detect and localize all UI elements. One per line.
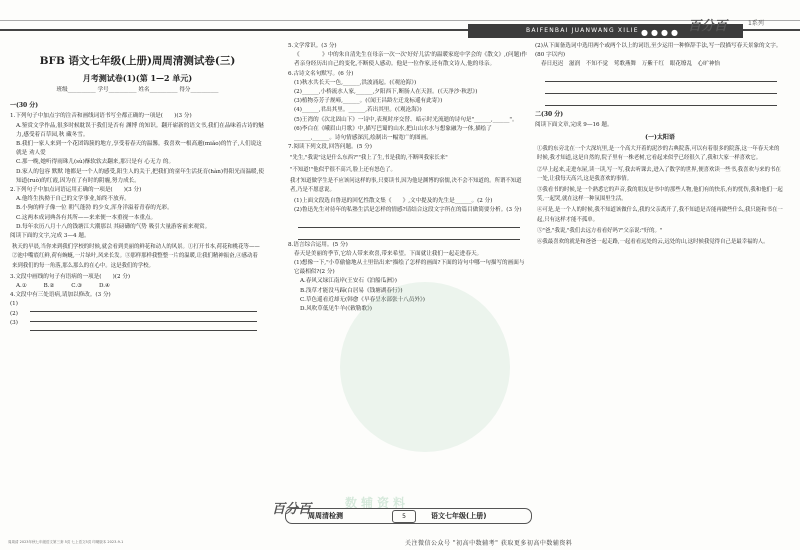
question-item: (1)秋水共长天一色,______,洪波涌起。(《观沧海》): [294, 79, 417, 86]
question-item: (6)李白在《峨眉山月歌》中,描写巴蜀的山水,把山山水水与想象融为一体,描绘了______,______。诗句情感深沉,绘制出一幅宽广的图画。: [294, 125, 492, 142]
fold-line: [0, 20, 800, 21]
question-text: 春天是美丽的季节,它给人带来欢喜,带来希望。下面就让我们一起走进春天。: [294, 250, 483, 257]
answer-line[interactable]: [545, 83, 777, 94]
passage-paragraph: ⑥我最喜欢的就是和爸爸一起走路,一起看看远处的云,远处的山,这时候我觉得自己是最幸福的人。: [537, 239, 769, 246]
question-option: D.每年农历八月十八的钱塘江大潮那以 其磅礴的气势 吸引大量游客前来观赏。: [16, 223, 211, 230]
answer-blank[interactable]: [10, 310, 265, 319]
passage-title: (一)太阳语: [645, 134, 675, 142]
word-bank: 春日迟迟 滋润 不知不觉 莺歌燕舞 万紫千红 眼花缭乱 心旷神怡: [541, 61, 721, 68]
question-option: D.风吹草低见牛羊(《敕勒歌》): [300, 306, 372, 313]
footer-right-label: 语文七年级(上册): [431, 512, 487, 520]
column-left: [10, 42, 265, 328]
reading-instruction: 阅读下面文章,完成 9—16 题。: [535, 121, 613, 128]
reading-passage: 秋天的早晨,当你来到我们学校的时候,就会看到美丽的鲜花和动人的风景。①打开书本,荷花和桃花等——②池中嘴底红鲜,荷有蜿蜒,一片绿叶,风来长发。③那样那样我整整一片的温暖,让我们精神振奋,④感动着来到我们的每一角落,那么那么的在心中。这是我们的学校。: [12, 244, 260, 269]
brand-tag: 1系列: [748, 20, 764, 27]
reading-passage: "不知道!"他似乎很不高兴,脸上还有怒色了。: [290, 166, 396, 173]
question-option: B.小狗的样子像一位 朝气蓬勃 的少女,浑身洋溢着青春的光彩。: [16, 205, 173, 212]
question-line: 3.文段中画线的句子有语病的一项是( )(2 分): [10, 273, 131, 280]
question-options-row: A.① B.② C.③ D.④: [16, 283, 111, 290]
question-line: 4.文段中有三处语病,请加以修改。(3 分): [10, 292, 111, 299]
question-item: (1)上面文段选自鲁迅的回忆性散文集《 》,文中提及的先生是______。(2 分): [294, 198, 493, 205]
reading-passage: 我才知道做学生是不应该问这样的事,只要读书,因为他是渊博的宿儒,决不会不知道的。所谓不知道者,乃是不愿意说。: [290, 177, 522, 194]
print-info: 周周清 2023年秋七年级语文第三套 5页 七上语文5页 印刷版本 2023-9-1: [8, 540, 124, 544]
section-two-header: 二(30 分): [535, 110, 564, 118]
answer-line[interactable]: [298, 217, 520, 228]
reading-instruction: 阅读下面的文字,完成 3—4 题。: [10, 233, 90, 240]
question-line: 7.阅读下列文段,回答问题。(5 分): [288, 144, 372, 151]
answer-blank[interactable]: [10, 319, 265, 328]
answer-line[interactable]: [298, 229, 520, 240]
question-line: (2)从下面备选词中选用两个或两个以上的词语,至少运用一种修辞手法,写一段描写春天景象的文字。(80 字以内): [535, 43, 782, 59]
exam-subtitle: 月考测试卷(1)(第 1—2 单元): [82, 73, 193, 83]
question-item: (2)______,小桥流水人家,______,夕阳西下,断肠人在天涯。(《天净沙·秋思》): [294, 89, 478, 96]
page-number: 5: [392, 510, 416, 523]
question-item: (4)______,君出其里。______,若出其里。(《观沧海》): [294, 107, 422, 114]
reading-passage: "先生,"我说"这是什么东西?""我上了生,书是我的,不断叫我家长来": [290, 155, 448, 162]
question-option: C.草色遥看近却无(韩愈《早春呈水部张十八员外》): [300, 296, 425, 303]
answer-line[interactable]: [545, 95, 777, 106]
blank-label: (3): [10, 319, 18, 326]
exam-title: BFB 语文七年级(上册)周周清测试卷(三): [39, 55, 236, 67]
question-text: 《 》中的朱自清先生在母亲一次一次'好好儿活'的温暖家庭中学会的《散文》,(问题)作者亲身经历出自己的变化,不断使人感动。他是一位作家,还有散文诗人,他的母亲。: [294, 52, 527, 68]
wechat-notice: 关注微信公众号 "初高中数辅考" 获取更多初高中数辅资料: [405, 540, 573, 547]
passage-paragraph: ④可是,是一个人的时候,我不知道该做什么,我的父亲离开了,我不知道是否能再做些什么,我只能和书在一起,只有这样才能不孤单。: [537, 207, 783, 223]
question-line: 8.语言综合运用。(5 分): [288, 241, 348, 248]
brand-logo: 百分百: [688, 19, 728, 34]
brand-dots-icon: ●●●●: [641, 28, 681, 37]
question-option: D.家人的包容 默默 地都是一个人的感受,阳生人的关于,把我们的童年生活抚育(hàn)得阳光而温暖,使知道(ruò)的红霞,因为在了有时的阴霾,努力成长。: [16, 168, 265, 184]
question-option: A.他终生执拗于自己的文学事业,始终不放弃。: [16, 196, 130, 203]
passage-paragraph: ⑤"爸,"我说,"我们去远方看看好吗?"父亲说:"好的。": [537, 227, 663, 234]
question-item: (1)想像一下,"小草偷偷地从土里钻出来"描绘了怎样的画面?下面的诗句中哪一句描写的画面与它最相似?(2 分): [294, 260, 525, 276]
question-option: B.我们一家人来到一个花团锦簇的地方,享受着春天的温馨。我喜欢一根高邈(miǎo)的竹子,人们说这就是 劝人爱: [16, 141, 262, 157]
question-option: B.浅草才能没马蹄(白居易《钱塘湖春行》): [300, 287, 403, 294]
section-one-header: 一(30 分): [10, 102, 39, 110]
answer-blank[interactable]: [10, 300, 265, 309]
question-option: A.春风又绿江南岸(王安石《泊船瓜洲》): [300, 278, 397, 285]
footer-left-label: 周周清检测: [308, 512, 343, 520]
question-line: 5.文学常识。(3 分): [288, 43, 337, 49]
brand-bar: BAIFENBAI JUANWANG XILIE: [468, 24, 743, 38]
student-info-line: 班级__________ 学号__________ 姓名__________ 得分__________: [56, 87, 219, 93]
answer-line[interactable]: [545, 71, 777, 82]
question-item: (3)植物芬芳子规啼,______。(《闻王昌龄左迁龙标遥有此寄》): [294, 98, 443, 105]
question-line: 1.下列句子中加点字的注音和画线词语书写全都正确的一项是( )(3 分): [10, 113, 192, 120]
question-line: 6.古诗文名句默写。(6 分): [288, 70, 354, 77]
question-item: (2)鲁迅先生对待年的私塾生活是怎样的情感?请结合这段文字所在的篇目做简要分析。(3 分): [294, 207, 522, 214]
question-option: A.鉴赏文学作品,很多时候耽误于我们是否有 渊博 的知识。翻开崭新的语文书,我们在品味着古诗的魅力,感受着百草园,秋 藏冬雪。: [16, 122, 264, 138]
footer-logo: 百分百: [272, 502, 312, 517]
blank-label: (2): [10, 310, 18, 317]
column-right: [535, 42, 785, 249]
question-option: C.那一晚,她听得雨珠儿(sù)酥软软去翻来,那只是有 心无力 的。: [16, 159, 175, 166]
watermark-text: 数辅资料: [345, 496, 410, 510]
passage-paragraph: ③我看书的时候,是一个熟悉它的声音,我的朋友是书中的那些人物,他们有的快乐,有的忧伤,我和他们一起笑,一起哭,就在这样一种氛围里生活。: [537, 187, 783, 203]
column-middle: [288, 42, 528, 314]
question-line: 2.下列句子中加点词语运用正确的一项是( )(3 分): [10, 187, 142, 194]
question-option: C.这两本成词典各有其所——来来便一本重视一本重点。: [16, 214, 157, 221]
blank-label: (1): [10, 301, 18, 308]
passage-paragraph: ①我的东旁北在一个大深坑里,是一个高大开着的泥沙的古典院落,可以有着很多的院落,这一年春天来的时候,我才知道,这是自然的,院子里有一株老树,它看起来似乎已经很久了,我和大家一样喜欢它。: [537, 146, 780, 162]
passage-paragraph: ②早上起来,走进东屋,读一读,写一写,我去听课去,进入了数学的世界,便喜欢读一些书,我喜欢与来的书在一处,让我每天高兴,这是我喜欢的事情。: [537, 166, 781, 182]
question-item: (5)王湾的《次北固山下》一诗中,表现时序交替、暗示时光流逝的诗句是"______,______"。: [294, 116, 518, 123]
